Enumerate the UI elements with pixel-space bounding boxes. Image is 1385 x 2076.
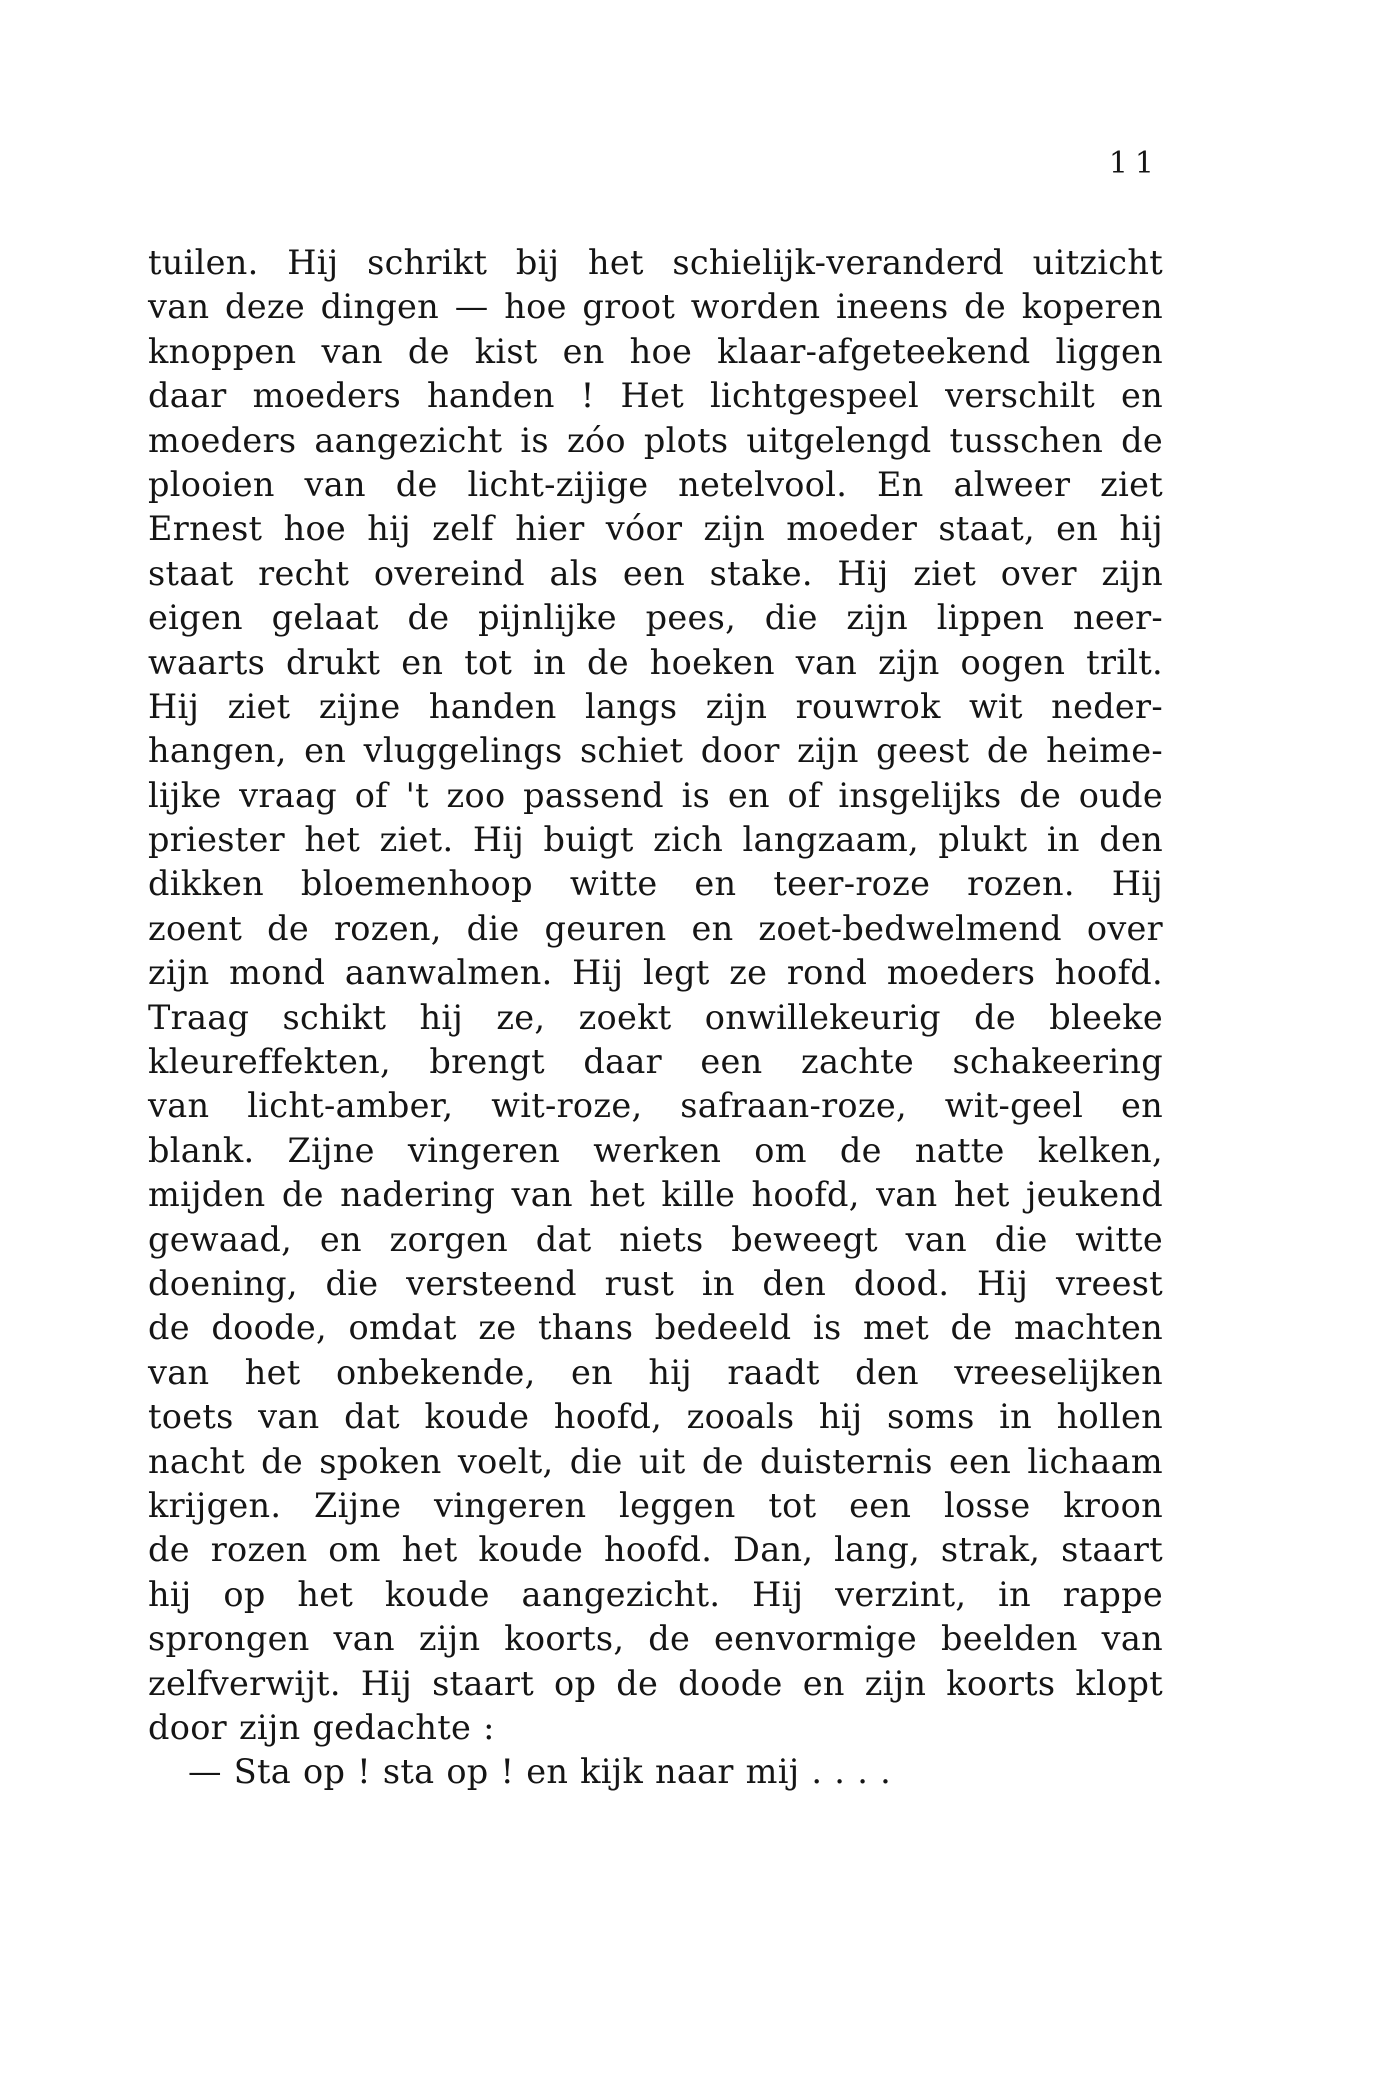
text-line: van licht-amber, wit-roze, safraan-roze, wit-geel en — [148, 1086, 1163, 1126]
text-line: Hij ziet zijne handen langs zijn rouwrok wit neder- — [148, 686, 1163, 726]
text-line: van het onbekende, en hij raadt den vreeselijken — [148, 1352, 1163, 1392]
text-line: van deze dingen — hoe groot worden ineens de koperen — [148, 287, 1163, 327]
text-line: dikken bloemenhoop witte en teer-roze rozen. Hij — [148, 864, 1163, 904]
text-line: gewaad, en zorgen dat niets beweegt van die witte — [148, 1219, 1163, 1259]
text-line: mijden de nadering van het kille hoofd, van het jeukend — [148, 1175, 1163, 1215]
text-line: Traag schikt hij ze, zoekt onwillekeurig de bleeke — [148, 997, 1163, 1037]
text-line: knoppen van de kist en hoe klaar-afgeteekend liggen — [148, 331, 1163, 371]
text-line: priester het ziet. Hij buigt zich langzaam, plukt in den — [148, 820, 1163, 860]
text-line: Ernest hoe hij zelf hier vóor zijn moeder staat, en hij — [148, 509, 1163, 549]
text-line: zoent de rozen, die geuren en zoet-bedwelmend over — [148, 908, 1163, 948]
text-line: waarts drukt en tot in de hoeken van zijn oogen trilt. — [148, 642, 1163, 682]
text-line: door zijn gedachte : — [148, 1707, 495, 1747]
page-number: 11 — [1108, 146, 1161, 181]
text-line: blank. Zijne vingeren werken om de natte kelken, — [148, 1130, 1163, 1170]
text-line: lijke vraag of 't zoo passend is en of insgelijks de oude — [148, 775, 1163, 815]
text-line: de rozen om het koude hoofd. Dan, lang, strak, staart — [148, 1530, 1163, 1570]
text-line: hij op het koude aangezicht. Hij verzint, in rappe — [148, 1574, 1163, 1614]
text-line: zelfverwijt. Hij staart op de doode en zijn koorts klopt — [148, 1663, 1163, 1703]
text-line: de doode, omdat ze thans bedeeld is met de machten — [148, 1308, 1163, 1348]
text-line: zijn mond aanwalmen. Hij legt ze rond moeders hoofd. — [148, 953, 1163, 993]
text-line: kleureffekten, brengt daar een zachte schakeering — [148, 1042, 1163, 1082]
text-line: doening, die versteend rust in den dood. Hij vreest — [148, 1263, 1163, 1303]
text-line: eigen gelaat de pijnlijke pees, die zijn lippen neer- — [148, 598, 1163, 638]
text-line: sprongen van zijn koorts, de eenvormige beelden van — [148, 1619, 1163, 1659]
text-line: krijgen. Zijne vingeren leggen tot een losse kroon — [148, 1485, 1163, 1525]
text-line: tuilen. Hij schrikt bij het schielijk-veranderd uitzicht — [148, 243, 1163, 282]
text-line: nacht de spoken voelt, die uit de duisternis een lichaam — [148, 1441, 1163, 1481]
text-line: staat recht overeind als een stake. Hij ziet over zijn — [148, 553, 1163, 593]
text-line: hangen, en vluggelings schiet door zijn geest de heime- — [148, 731, 1163, 771]
text-line: — Sta op ! sta op ! en kijk naar mij . . . . — [188, 1752, 892, 1792]
text-line: toets van dat koude hoofd, zooals hij soms in hollen — [148, 1397, 1163, 1437]
text-line: plooien van de licht-zijige netelvool. En alweer ziet — [148, 464, 1163, 504]
page-text — [148, 241, 1163, 1795]
text-line: daar moeders handen ! Het lichtgespeel verschilt en — [148, 376, 1163, 416]
text-line: moeders aangezicht is zóo plots uitgelengd tusschen de — [148, 420, 1163, 460]
